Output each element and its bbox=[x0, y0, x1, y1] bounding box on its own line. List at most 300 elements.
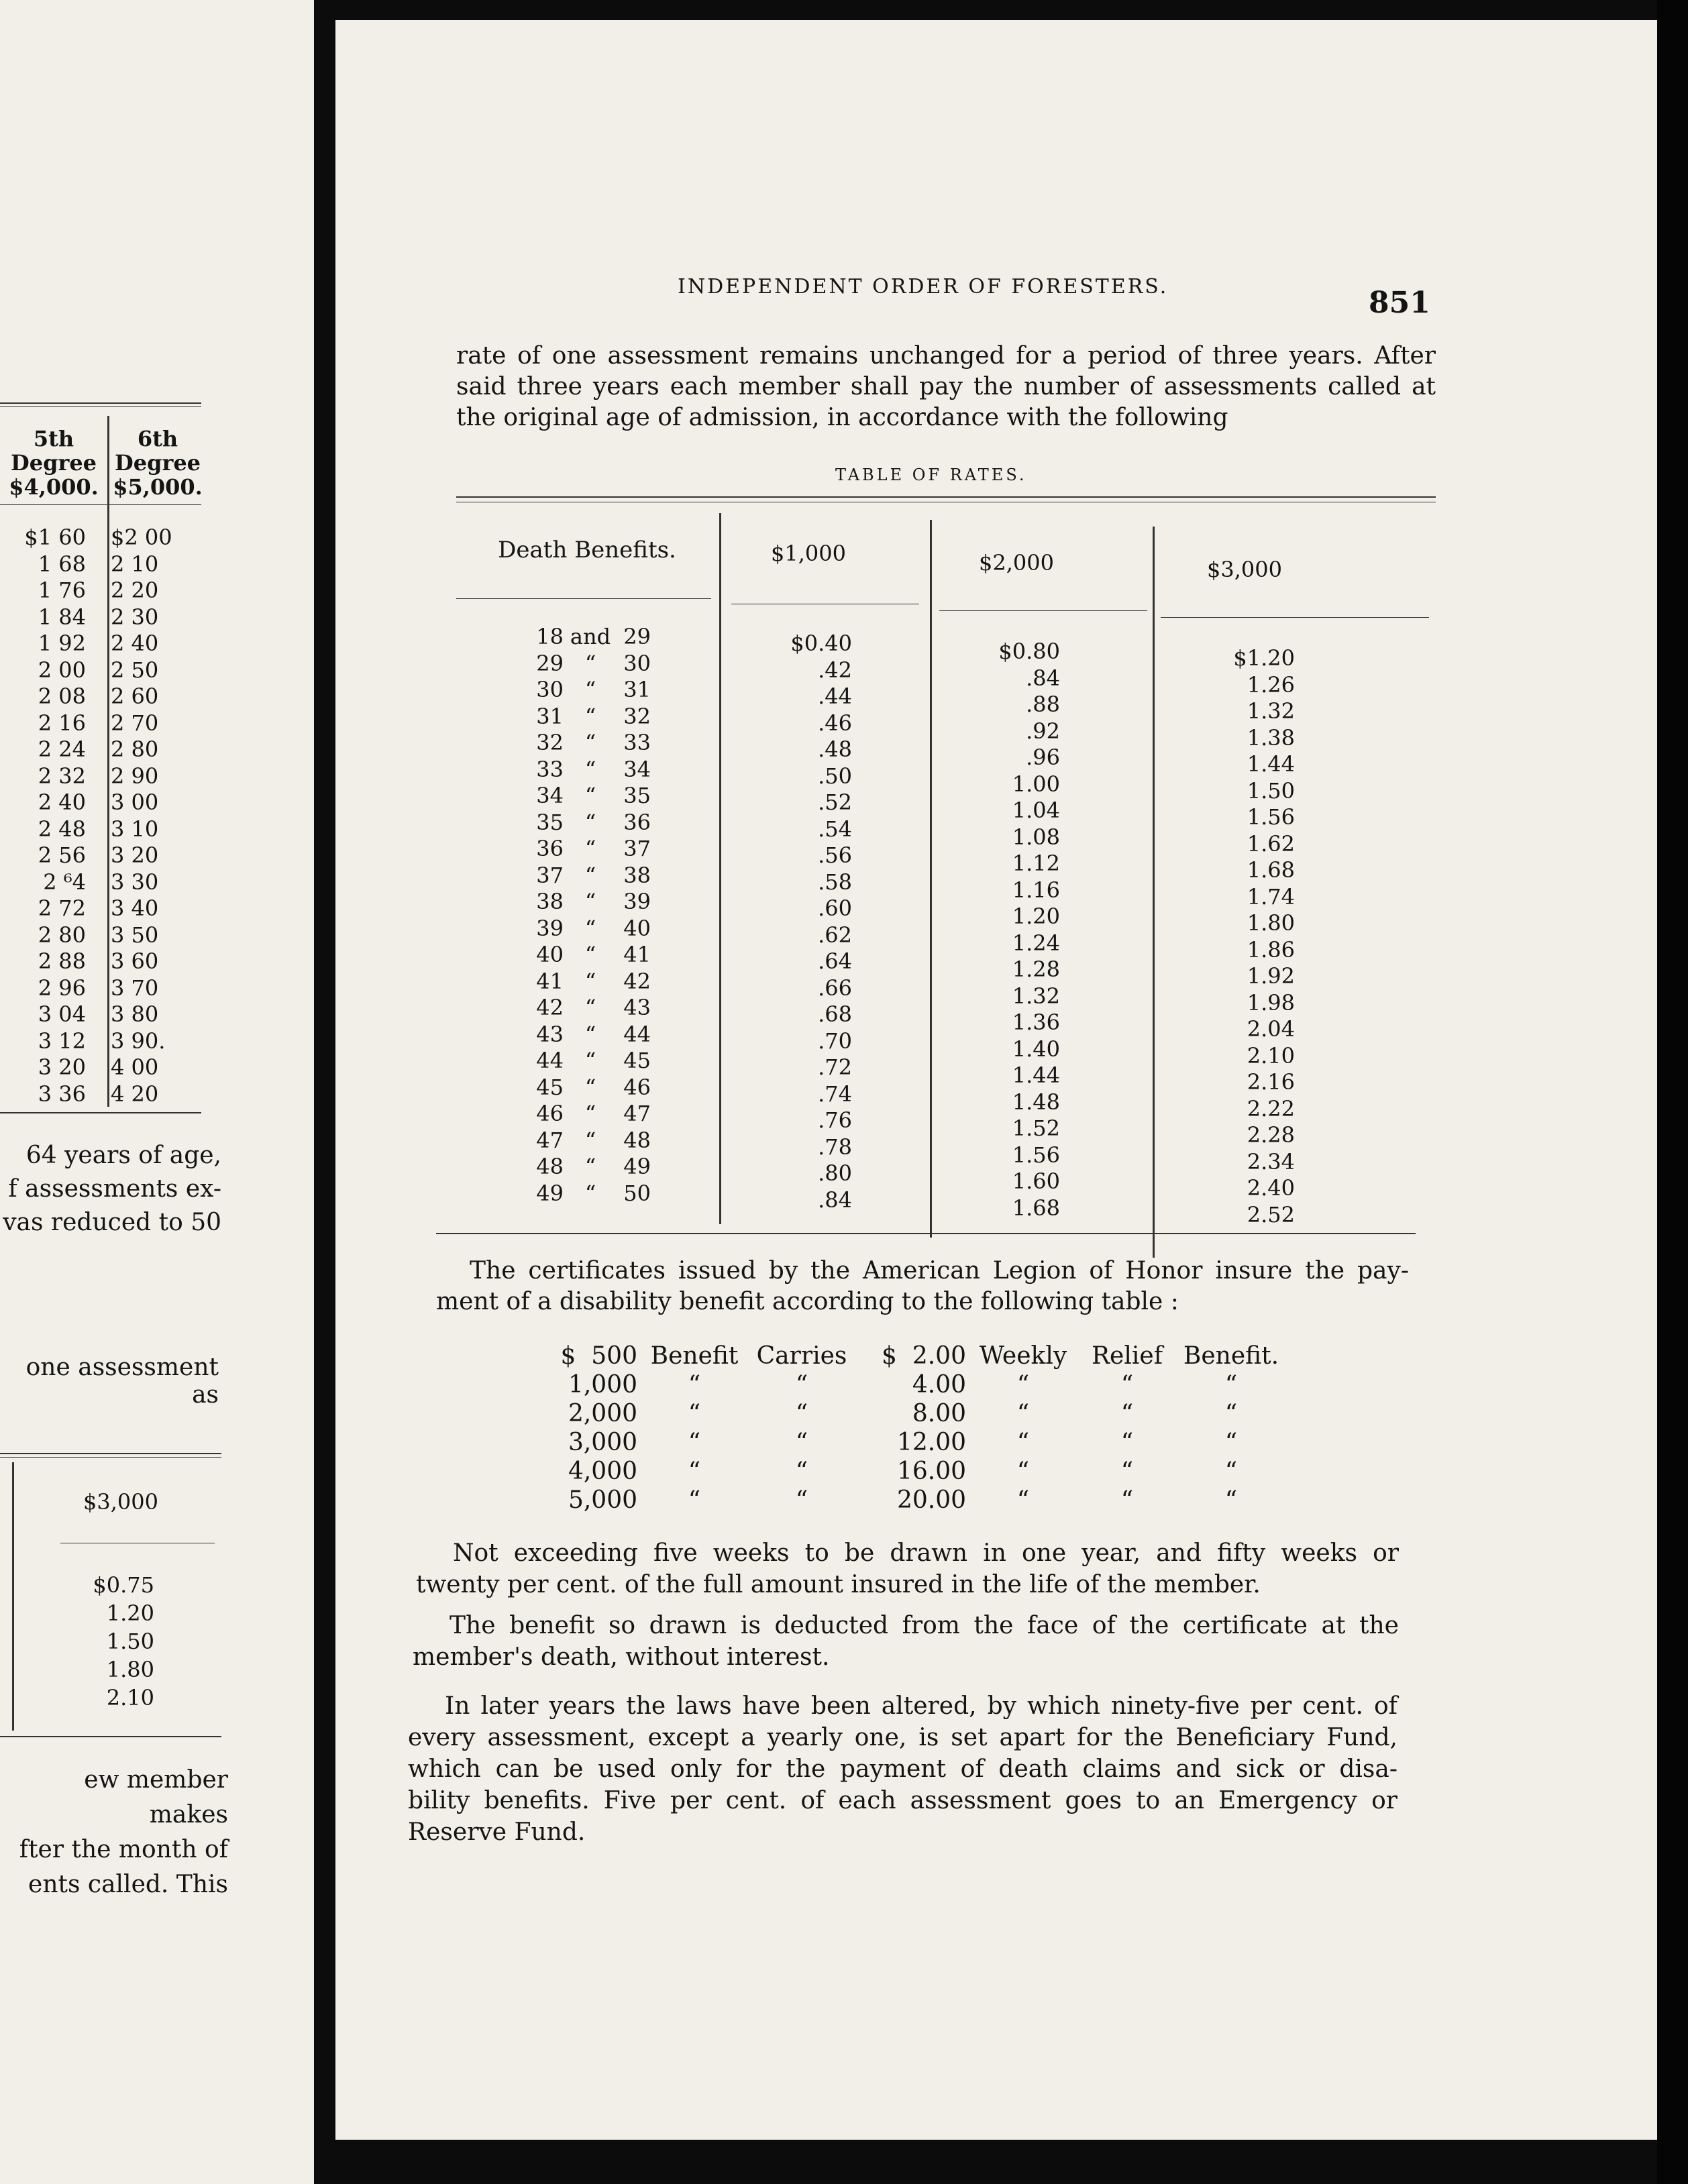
benefit-cell: Benefit bbox=[650, 1342, 739, 1370]
rate-2000-cell: .88 bbox=[1026, 692, 1060, 717]
col5-header bbox=[7, 427, 101, 499]
rates-bottom-rule bbox=[436, 1233, 1416, 1234]
small-table-cell: 1.50 bbox=[106, 1629, 154, 1654]
scan-right-edge bbox=[1657, 0, 1688, 2184]
benefit-cell: “ bbox=[688, 1400, 701, 1427]
left-assessment-line: one assessment as bbox=[25, 1354, 219, 1409]
age-to-cell: 35 bbox=[623, 783, 651, 808]
left-text-line: f assessments ex- bbox=[8, 1175, 221, 1203]
benefit-cell: “ bbox=[1120, 1486, 1134, 1514]
benefit-cell: “ bbox=[1016, 1371, 1030, 1399]
small-table-cell: $0.75 bbox=[93, 1572, 154, 1598]
rate-1000-cell: .72 bbox=[818, 1054, 852, 1080]
col6-cell: 3 10 bbox=[111, 816, 159, 842]
col5-cell: 2 16 bbox=[38, 710, 86, 736]
header-2000: $2,000 bbox=[979, 550, 1054, 576]
rate-1000-cell: .52 bbox=[818, 789, 852, 815]
age-from-column bbox=[517, 624, 564, 1207]
page-number: 851 bbox=[1369, 286, 1430, 320]
rate-2000-cell: 1.56 bbox=[1012, 1142, 1060, 1168]
later-line: Reserve Fund. bbox=[408, 1818, 586, 1846]
col5-cell: 2 56 bbox=[38, 842, 86, 868]
age-separator-cell: “ bbox=[584, 968, 596, 994]
benefit-cell: “ bbox=[795, 1458, 808, 1485]
col6-cell: $2 00 bbox=[111, 525, 172, 550]
rate-3000-cell: $1.20 bbox=[1233, 645, 1295, 671]
later-years-paragraph bbox=[408, 1690, 1397, 1848]
col5-cell: 2 08 bbox=[38, 684, 86, 709]
col6-cell: 3 70 bbox=[111, 975, 159, 1001]
benefit-cell: $ 2.00 bbox=[882, 1342, 966, 1370]
running-head: INDEPENDENT ORDER OF FORESTERS. bbox=[678, 275, 1169, 298]
col5-cell: 3 20 bbox=[38, 1054, 86, 1080]
left-bottom-line: ew member makes bbox=[84, 1766, 228, 1828]
rate-2000-cell: 1.52 bbox=[1012, 1115, 1060, 1141]
age-separator-cell: “ bbox=[584, 836, 596, 861]
col6-cell: 3 90. bbox=[111, 1028, 166, 1054]
header-rule-1 bbox=[456, 598, 711, 599]
rate-1000-cell: .76 bbox=[818, 1107, 852, 1133]
col5-header-amount: $4,000. bbox=[9, 474, 99, 500]
age-to-cell: 31 bbox=[623, 677, 651, 702]
rate-1000-cell: .46 bbox=[818, 710, 852, 736]
benefit-cell: “ bbox=[795, 1486, 808, 1514]
benefit-cell: 8.00 bbox=[912, 1400, 966, 1427]
age-to-cell: 29 bbox=[623, 624, 651, 649]
age-from-cell: 46 bbox=[536, 1101, 564, 1126]
benefit-cell: “ bbox=[1224, 1371, 1238, 1399]
age-separator-cell: “ bbox=[584, 1127, 596, 1153]
age-from-cell: 40 bbox=[536, 942, 564, 967]
age-separator-cell: “ bbox=[584, 1021, 596, 1047]
rate-1000-cell: .54 bbox=[818, 816, 852, 842]
table-top-rule bbox=[0, 402, 201, 404]
rate-2000-cell: 1.48 bbox=[1012, 1089, 1060, 1115]
rate-2000-cell: .96 bbox=[1026, 745, 1060, 770]
col6-cell: 3 30 bbox=[111, 869, 159, 895]
small-table-top-rule bbox=[0, 1453, 221, 1454]
rate-1000-cell: .66 bbox=[818, 975, 852, 1001]
small-table-cell: 1.20 bbox=[106, 1600, 154, 1626]
rate-2000-cell: 1.20 bbox=[1012, 904, 1060, 929]
rate-3000-cell: 1.74 bbox=[1247, 883, 1295, 910]
col5-header-degree: 5th bbox=[33, 426, 74, 451]
benefit-cell: “ bbox=[688, 1458, 701, 1485]
col5-cell: 3 04 bbox=[38, 1001, 86, 1027]
age-to-cell: 48 bbox=[623, 1127, 651, 1153]
small-table-cell: 1.80 bbox=[106, 1657, 154, 1682]
benefit-cell: “ bbox=[1120, 1400, 1134, 1427]
left-bottom-text bbox=[0, 1763, 228, 1902]
age-separator-cell: “ bbox=[584, 783, 596, 808]
age-separator-column bbox=[567, 624, 614, 1207]
weeks-line: Not exceeding five weeks to be drawn in one year, and fifty weeks or bbox=[453, 1539, 1399, 1567]
col6-cell: 3 40 bbox=[111, 895, 159, 921]
small-table-cell: 2.10 bbox=[106, 1685, 154, 1710]
col5-cell: 1 84 bbox=[38, 604, 86, 630]
right-page bbox=[335, 20, 1657, 2140]
age-from-cell: 41 bbox=[536, 968, 564, 994]
col6-header-degree: 6th bbox=[137, 426, 178, 451]
rates-3000-column bbox=[1194, 645, 1295, 1228]
header-rule-4 bbox=[1161, 617, 1429, 618]
rate-1000-cell: .68 bbox=[818, 1001, 852, 1027]
col5-values bbox=[0, 525, 86, 1107]
rate-1000-cell: .48 bbox=[818, 736, 852, 762]
small-table-divider bbox=[12, 1462, 14, 1731]
benefit-cell: 4,000 bbox=[568, 1458, 637, 1485]
benefit-cell: 20.00 bbox=[896, 1486, 966, 1514]
header-rule-3 bbox=[939, 610, 1147, 611]
rate-1000-cell: .64 bbox=[818, 948, 852, 974]
rates-divider-2 bbox=[930, 520, 932, 1238]
benefit-cell: “ bbox=[1120, 1458, 1134, 1485]
header-death-benefits: Death Benefits. bbox=[498, 537, 676, 563]
rate-2000-cell: 1.32 bbox=[1012, 983, 1060, 1009]
col5-cell: 2 ⁶4 bbox=[43, 869, 86, 895]
rate-1000-cell: .50 bbox=[818, 763, 852, 789]
col6-cell: 3 00 bbox=[111, 789, 159, 815]
benefit-cell: “ bbox=[1016, 1458, 1030, 1485]
age-to-cell: 34 bbox=[623, 756, 651, 782]
col5-cell: 2 48 bbox=[38, 816, 86, 842]
left-col-divider bbox=[107, 416, 109, 1107]
col6-cell: 2 70 bbox=[111, 710, 159, 736]
age-from-cell: 42 bbox=[536, 995, 564, 1020]
rate-3000-cell: 2.34 bbox=[1247, 1148, 1295, 1175]
rate-3000-cell: 1.38 bbox=[1247, 724, 1295, 751]
rate-2000-cell: 1.00 bbox=[1012, 771, 1060, 797]
rate-2000-cell: 1.36 bbox=[1012, 1009, 1060, 1035]
age-separator-cell: “ bbox=[584, 650, 596, 676]
rate-3000-cell: 1.44 bbox=[1247, 751, 1295, 777]
header-1000: $1,000 bbox=[771, 541, 846, 566]
benefit-cell: “ bbox=[1120, 1371, 1134, 1399]
col6-header-amount: $5,000. bbox=[113, 474, 203, 500]
age-separator-cell: “ bbox=[584, 915, 596, 941]
rate-2000-cell: 1.40 bbox=[1012, 1036, 1060, 1062]
age-from-cell: 37 bbox=[536, 862, 564, 888]
col6-cell: 3 80 bbox=[111, 1001, 159, 1027]
header-rule bbox=[0, 504, 201, 505]
age-separator-cell: “ bbox=[584, 703, 596, 729]
benefit-cell: 16.00 bbox=[896, 1458, 966, 1485]
benefit-cell: “ bbox=[795, 1429, 808, 1456]
benefit-cell: 1,000 bbox=[568, 1371, 637, 1399]
age-to-column bbox=[611, 624, 651, 1207]
rate-2000-cell: 1.12 bbox=[1012, 851, 1060, 876]
rate-2000-cell: 1.68 bbox=[1012, 1195, 1060, 1221]
benefit-cell: Carries bbox=[756, 1342, 847, 1370]
col5-cell: 3 12 bbox=[38, 1028, 86, 1054]
rate-2000-cell: 1.08 bbox=[1012, 824, 1060, 850]
col5-cell: 2 80 bbox=[38, 922, 86, 948]
benefit-row bbox=[537, 1428, 1288, 1457]
age-separator-cell: “ bbox=[584, 862, 596, 888]
legion-line: The certificates issued by the American Legion of Honor insure the pay- bbox=[470, 1257, 1409, 1285]
rate-2000-cell: 1.16 bbox=[1012, 877, 1060, 903]
age-from-cell: 33 bbox=[536, 756, 564, 782]
col6-cell: 2 80 bbox=[111, 736, 159, 762]
col5-cell: 1 92 bbox=[38, 631, 86, 656]
col6-cell: 4 00 bbox=[111, 1054, 159, 1080]
rate-3000-cell: 2.52 bbox=[1247, 1201, 1295, 1227]
age-to-cell: 45 bbox=[623, 1048, 651, 1073]
rates-2000-column bbox=[959, 639, 1060, 1221]
rate-3000-cell: 1.26 bbox=[1247, 671, 1295, 698]
left-page bbox=[0, 0, 314, 2184]
benefit-cell: $ 500 bbox=[560, 1342, 637, 1370]
benefit-cell: “ bbox=[1016, 1429, 1030, 1456]
rates-divider-3 bbox=[1153, 527, 1155, 1258]
age-separator-cell: “ bbox=[584, 730, 596, 755]
benefit-cell: Relief bbox=[1091, 1342, 1163, 1370]
age-separator-cell: “ bbox=[584, 1180, 596, 1206]
age-from-cell: 39 bbox=[536, 915, 564, 941]
age-from-cell: 38 bbox=[536, 889, 564, 914]
col5-cell: 2 72 bbox=[38, 895, 86, 921]
small-table-top-rule-double bbox=[0, 1457, 221, 1458]
col6-cell: 2 60 bbox=[111, 684, 159, 709]
rate-1000-cell: $0.40 bbox=[790, 631, 852, 656]
benefit-cell: “ bbox=[795, 1400, 808, 1427]
col5-cell: 3 36 bbox=[38, 1081, 86, 1107]
rate-3000-cell: 1.62 bbox=[1247, 830, 1295, 857]
later-line: In later years the laws have been altered, by which ninety-five per cent. of bbox=[445, 1692, 1397, 1720]
legion-paragraph bbox=[436, 1256, 1409, 1317]
age-to-cell: 49 bbox=[623, 1154, 651, 1179]
rate-3000-cell: 1.92 bbox=[1247, 963, 1295, 989]
age-to-cell: 42 bbox=[623, 968, 651, 994]
rate-1000-cell: .62 bbox=[818, 922, 852, 948]
age-separator-cell: “ bbox=[584, 1154, 596, 1179]
benefit-cell: 3,000 bbox=[568, 1429, 637, 1456]
rate-1000-cell: .42 bbox=[818, 657, 852, 683]
rate-3000-cell: 1.98 bbox=[1247, 989, 1295, 1016]
rates-1000-column bbox=[751, 631, 852, 1213]
rate-3000-cell: 2.28 bbox=[1247, 1122, 1295, 1148]
small-table-values bbox=[54, 1571, 154, 1712]
rate-1000-cell: .84 bbox=[818, 1187, 852, 1213]
benefit-cell: “ bbox=[688, 1429, 701, 1456]
benefit-cell: “ bbox=[1224, 1429, 1238, 1456]
col5-cell: 2 96 bbox=[38, 975, 86, 1001]
small-table-header: $3,000 bbox=[83, 1489, 158, 1515]
benefit-cell: 2,000 bbox=[568, 1400, 637, 1427]
col5-cell: 2 40 bbox=[38, 789, 86, 815]
age-separator-cell: “ bbox=[584, 889, 596, 914]
rate-3000-cell: 1.56 bbox=[1247, 804, 1295, 830]
rate-2000-cell: 1.24 bbox=[1012, 930, 1060, 956]
age-from-cell: 47 bbox=[536, 1127, 564, 1153]
col6-cell: 2 30 bbox=[111, 604, 159, 630]
rates-top-rule bbox=[456, 496, 1436, 498]
age-to-cell: 39 bbox=[623, 889, 651, 914]
benefit-cell: “ bbox=[1224, 1486, 1238, 1514]
benefit-cell: “ bbox=[1224, 1458, 1238, 1485]
benefit-cell: “ bbox=[688, 1371, 701, 1399]
age-from-cell: 34 bbox=[536, 783, 564, 808]
intro-line: rate of one assessment remains unchanged for a period of three years. After bbox=[456, 342, 1436, 370]
age-from-cell: 48 bbox=[536, 1154, 564, 1179]
rate-2000-cell: 1.60 bbox=[1012, 1168, 1060, 1194]
col6-cell: 2 20 bbox=[111, 578, 159, 603]
age-from-cell: 18 bbox=[536, 624, 564, 649]
age-from-cell: 43 bbox=[536, 1021, 564, 1047]
col6-cell: 3 20 bbox=[111, 842, 159, 868]
rate-2000-cell: $0.80 bbox=[998, 639, 1060, 664]
col6-cell: 2 50 bbox=[111, 657, 159, 683]
age-separator-cell: “ bbox=[584, 1101, 596, 1126]
benefit-cell: “ bbox=[1224, 1400, 1238, 1427]
rate-3000-cell: 1.86 bbox=[1247, 936, 1295, 963]
benefit-cell: 4.00 bbox=[912, 1371, 966, 1399]
col6-cell: 3 60 bbox=[111, 948, 159, 974]
col6-cell: 2 40 bbox=[111, 631, 159, 656]
age-separator-cell: “ bbox=[584, 1048, 596, 1073]
rate-1000-cell: .44 bbox=[818, 684, 852, 709]
legion-line: ment of a disability benefit according to the following table : bbox=[436, 1288, 1179, 1315]
rate-2000-cell: .84 bbox=[1026, 665, 1060, 691]
rate-3000-cell: 2.04 bbox=[1247, 1016, 1295, 1042]
col5-header-word: Degree bbox=[10, 450, 97, 476]
age-to-cell: 40 bbox=[623, 915, 651, 941]
rate-1000-cell: .78 bbox=[818, 1134, 852, 1160]
benefit-cell: Benefit. bbox=[1183, 1342, 1279, 1370]
col5-cell: 2 24 bbox=[38, 736, 86, 762]
rate-2000-cell: 1.44 bbox=[1012, 1062, 1060, 1088]
left-text-block bbox=[0, 1139, 221, 1240]
col5-cell: $1 60 bbox=[24, 525, 86, 550]
rate-1000-cell: .70 bbox=[818, 1028, 852, 1054]
rate-2000-cell: 1.04 bbox=[1012, 798, 1060, 823]
header-3000: $3,000 bbox=[1207, 557, 1282, 582]
age-from-cell: 29 bbox=[536, 650, 564, 676]
deducted-line: member's death, without interest. bbox=[413, 1643, 830, 1671]
table-title: TABLE OF RATES. bbox=[835, 466, 1027, 484]
rate-1000-cell: .56 bbox=[818, 842, 852, 868]
rate-3000-cell: 2.40 bbox=[1247, 1175, 1295, 1201]
age-to-cell: 50 bbox=[623, 1180, 651, 1206]
age-to-cell: 41 bbox=[623, 942, 651, 967]
rates-divider-1 bbox=[719, 513, 721, 1224]
age-to-cell: 38 bbox=[623, 862, 651, 888]
age-separator-cell: “ bbox=[584, 809, 596, 835]
benefit-cell: “ bbox=[1016, 1486, 1030, 1514]
age-separator-cell: “ bbox=[584, 677, 596, 702]
age-from-cell: 49 bbox=[536, 1180, 564, 1206]
later-line: every assessment, except a yearly one, is set apart for the Beneficiary Fund, bbox=[408, 1724, 1397, 1751]
left-bottom-line: fter the month of bbox=[19, 1836, 228, 1863]
disability-benefit-table bbox=[537, 1342, 1288, 1515]
intro-line: the original age of admission, in accordance with the following bbox=[456, 404, 1228, 431]
deducted-line: The benefit so drawn is deducted from the face of the certificate at the bbox=[450, 1612, 1399, 1639]
rate-3000-cell: 1.32 bbox=[1247, 698, 1295, 724]
benefit-row bbox=[537, 1486, 1288, 1515]
benefit-cell: “ bbox=[688, 1486, 701, 1514]
col6-cell: 3 50 bbox=[111, 922, 159, 948]
deducted-paragraph bbox=[413, 1610, 1399, 1673]
age-from-cell: 30 bbox=[536, 677, 564, 702]
left-text-line: vas reduced to 50 bbox=[3, 1209, 221, 1236]
benefit-cell: 12.00 bbox=[896, 1429, 966, 1456]
left-bottom-line: ents called. This bbox=[28, 1871, 228, 1898]
age-from-cell: 36 bbox=[536, 836, 564, 861]
col6-cell: 2 90 bbox=[111, 763, 159, 789]
rate-1000-cell: .80 bbox=[818, 1160, 852, 1186]
benefit-cell: “ bbox=[1120, 1429, 1134, 1456]
age-from-cell: 32 bbox=[536, 730, 564, 755]
benefit-cell: 5,000 bbox=[568, 1486, 637, 1514]
rate-3000-cell: 1.80 bbox=[1247, 910, 1295, 936]
left-text-line: 64 years of age, bbox=[25, 1142, 221, 1169]
age-separator-cell: “ bbox=[584, 942, 596, 967]
rate-3000-cell: 2.10 bbox=[1247, 1042, 1295, 1069]
col6-cell: 2 10 bbox=[111, 551, 159, 577]
age-separator-cell: “ bbox=[584, 1074, 596, 1100]
rate-1000-cell: .74 bbox=[818, 1081, 852, 1107]
col5-cell: 2 88 bbox=[38, 948, 86, 974]
age-to-cell: 43 bbox=[623, 995, 651, 1020]
benefit-row bbox=[537, 1370, 1288, 1399]
small-table-bottom-rule bbox=[0, 1736, 221, 1737]
age-to-cell: 44 bbox=[623, 1021, 651, 1047]
intro-paragraph bbox=[456, 341, 1436, 433]
rate-2000-cell: 1.28 bbox=[1012, 957, 1060, 982]
col5-cell: 2 00 bbox=[38, 657, 86, 683]
rate-3000-cell: 2.22 bbox=[1247, 1095, 1295, 1122]
table-bottom-rule bbox=[0, 1112, 201, 1113]
age-from-cell: 45 bbox=[536, 1074, 564, 1100]
age-separator-cell: “ bbox=[584, 995, 596, 1020]
rate-1000-cell: .58 bbox=[818, 869, 852, 895]
age-to-cell: 36 bbox=[623, 809, 651, 835]
benefit-cell: “ bbox=[1016, 1400, 1030, 1427]
age-from-cell: 35 bbox=[536, 809, 564, 835]
col6-values bbox=[111, 525, 198, 1107]
rate-1000-cell: .60 bbox=[818, 895, 852, 921]
later-line: bility benefits. Five per cent. of each assessment goes to an Emergency or bbox=[408, 1787, 1397, 1814]
age-to-cell: 47 bbox=[623, 1101, 651, 1126]
later-line: which can be used only for the payment of death claims and sick or disa- bbox=[408, 1755, 1397, 1783]
benefit-cell: “ bbox=[795, 1371, 808, 1399]
benefit-cell: Weekly bbox=[979, 1342, 1067, 1370]
age-separator-cell: and bbox=[570, 624, 611, 649]
col5-cell: 2 32 bbox=[38, 763, 86, 789]
col5-cell: 1 76 bbox=[38, 578, 86, 603]
age-from-cell: 31 bbox=[536, 703, 564, 729]
age-to-cell: 37 bbox=[623, 836, 651, 861]
age-to-cell: 33 bbox=[623, 730, 651, 755]
rate-3000-cell: 2.16 bbox=[1247, 1069, 1295, 1095]
weeks-paragraph bbox=[416, 1537, 1399, 1600]
benefit-row bbox=[537, 1342, 1288, 1370]
col5-cell: 1 68 bbox=[38, 551, 86, 577]
rate-3000-cell: 1.68 bbox=[1247, 857, 1295, 883]
rate-2000-cell: .92 bbox=[1026, 718, 1060, 744]
col6-header-word: Degree bbox=[114, 450, 201, 476]
age-from-cell: 44 bbox=[536, 1048, 564, 1073]
benefit-row bbox=[537, 1399, 1288, 1428]
col6-header bbox=[111, 427, 205, 499]
col6-cell: 4 20 bbox=[111, 1081, 159, 1107]
age-to-cell: 30 bbox=[623, 650, 651, 676]
weeks-line: twenty per cent. of the full amount insured in the life of the member. bbox=[416, 1571, 1261, 1598]
table-top-rule-double bbox=[0, 406, 201, 407]
age-separator-cell: “ bbox=[584, 756, 596, 782]
age-to-cell: 32 bbox=[623, 703, 651, 729]
benefit-row bbox=[537, 1457, 1288, 1486]
